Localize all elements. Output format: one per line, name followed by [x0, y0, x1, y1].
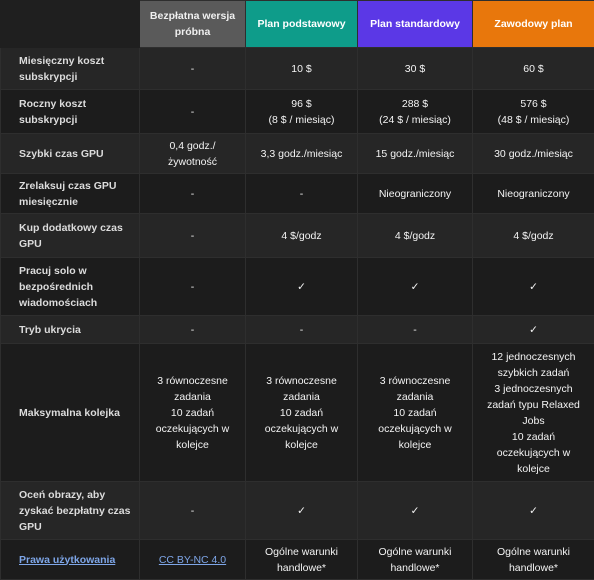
cell-pro: Ogólne warunki handlowe*: [473, 540, 594, 580]
table-row: [1, 174, 594, 214]
cell-pro: 60 $: [473, 48, 594, 90]
cell-pro: [473, 316, 594, 344]
row-label: Szybki czas GPU: [1, 134, 140, 174]
cell-trial: [140, 540, 246, 580]
cell-pro: 4 $/godz: [473, 214, 594, 258]
cell-standard: 30 $: [358, 48, 473, 90]
cell-trial: 0,4 godz./ żywotność: [140, 134, 246, 174]
cell-trial: -: [140, 258, 246, 316]
usage-rights-link[interactable]: Prawa użytkowania: [19, 554, 115, 566]
check-icon: ✓: [479, 279, 588, 295]
table-row: [1, 48, 594, 90]
cell-trial: -: [140, 174, 246, 214]
cell-basic: 3 równoczesne zadania 10 zadań oczekujących w kolejce: [246, 344, 358, 482]
cell-trial: -: [140, 482, 246, 540]
check-icon: ✓: [364, 279, 466, 295]
cell-standard: [358, 482, 473, 540]
cell-standard: Nieograniczony: [358, 174, 473, 214]
cell-standard: 3 równoczesne zadania 10 zadań oczekujących w kolejce: [358, 344, 473, 482]
table-row: [1, 90, 594, 134]
table-row: [1, 258, 594, 316]
row-label: Oceń obrazy, aby zyskać bezpłatny czas GPU: [1, 482, 140, 540]
cell-pro: Nieograniczony: [473, 174, 594, 214]
check-icon: ✓: [364, 503, 466, 519]
table-row-terms: [1, 540, 594, 580]
cell-trial: -: [140, 316, 246, 344]
check-icon: ✓: [252, 503, 351, 519]
cell-basic: 96 $ (8 $ / miesiąc): [246, 90, 358, 134]
header-row: [1, 1, 594, 48]
row-label: Tryb ukrycia: [1, 316, 140, 344]
cell-pro: 12 jednoczesnych szybkich zadań 3 jednoczesnych zadań typu Relaxed Jobs 10 zadań oczekujących w kolejce: [473, 344, 594, 482]
header-pro: Zawodowy plan: [473, 1, 594, 48]
table-row: [1, 214, 594, 258]
cell-standard: 15 godz./miesiąc: [358, 134, 473, 174]
row-label: [1, 540, 140, 580]
cell-basic: Ogólne warunki handlowe*: [246, 540, 358, 580]
cell-basic: 3,3 godz./miesiąc: [246, 134, 358, 174]
cell-basic: -: [246, 316, 358, 344]
row-label: Kup dodatkowy czas GPU: [1, 214, 140, 258]
header-trial: Bezpłatna wersja próbna: [140, 1, 246, 48]
check-icon: ✓: [479, 322, 588, 338]
cell-pro: 576 $ (48 $ / miesiąc): [473, 90, 594, 134]
header-standard: Plan standardowy: [358, 1, 473, 48]
cell-pro: [473, 258, 594, 316]
table-row: [1, 134, 594, 174]
table-row: [1, 482, 594, 540]
cell-basic: 10 $: [246, 48, 358, 90]
header-basic: Plan podstawowy: [246, 1, 358, 48]
cell-standard: -: [358, 316, 473, 344]
table-row: [1, 344, 594, 482]
cell-basic: [246, 258, 358, 316]
cell-basic: -: [246, 174, 358, 214]
cell-pro: 30 godz./miesiąc: [473, 134, 594, 174]
cell-trial: -: [140, 90, 246, 134]
cell-pro: [473, 482, 594, 540]
cell-basic: [246, 482, 358, 540]
row-label: Pracuj solo w bezpośrednich wiadomościach: [1, 258, 140, 316]
row-label: Roczny koszt subskrypcji: [1, 90, 140, 134]
cell-standard: 4 $/godz: [358, 214, 473, 258]
row-label: Zrelaksuj czas GPU miesięcznie: [1, 174, 140, 214]
check-icon: ✓: [479, 503, 588, 519]
cell-standard: Ogólne warunki handlowe*: [358, 540, 473, 580]
table-row: [1, 316, 594, 344]
cell-trial: -: [140, 48, 246, 90]
header-corner: [1, 1, 140, 48]
license-link[interactable]: CC BY-NC 4.0: [159, 554, 226, 566]
cell-trial: 3 równoczesne zadania 10 zadań oczekujących w kolejce: [140, 344, 246, 482]
check-icon: ✓: [252, 279, 351, 295]
cell-trial: -: [140, 214, 246, 258]
row-label: Miesięczny koszt subskrypcji: [1, 48, 140, 90]
cell-basic: 4 $/godz: [246, 214, 358, 258]
row-label: Maksymalna kolejka: [1, 344, 140, 482]
cell-standard: 288 $ (24 $ / miesiąc): [358, 90, 473, 134]
cell-standard: [358, 258, 473, 316]
